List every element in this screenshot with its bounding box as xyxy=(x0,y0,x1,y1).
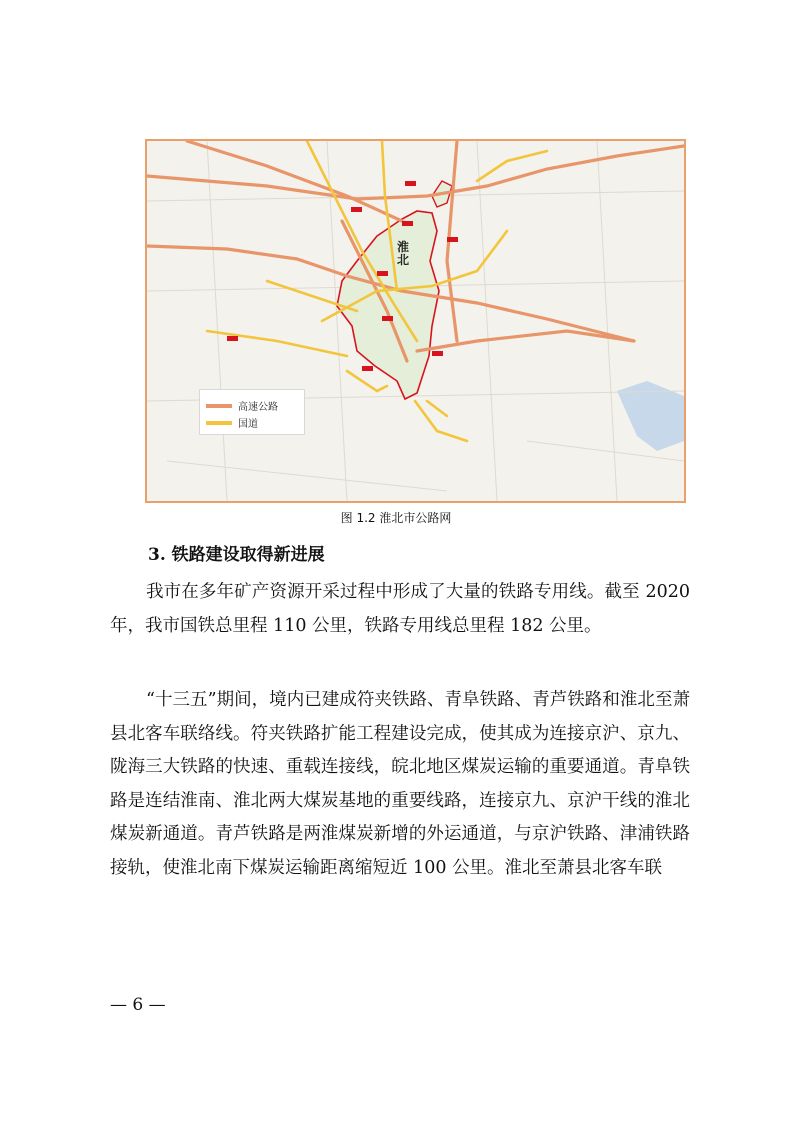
section-heading: 3. 铁路建设取得新进展 xyxy=(148,545,325,565)
map-graphic xyxy=(147,141,684,501)
highway-network-map xyxy=(145,139,686,503)
paragraph: “十三五”期间，境内已建成符夹铁路、青阜铁路、青芦铁路和淮北至萧县北客车联络线。符夹铁路扩能工程建设完成，使其成为连接京沪、京九、陇海三大铁路的快速、重载连接线，皖北地区煤炭运输的重要通道。青阜铁路是连结淮南、淮北两大煤炭基地的重要线路，连接京九、京沪干线的淮北煤炭新通道。青芦铁路是两淮煤炭新增的外运通道，与京沪铁路、津浦铁路接轨，使淮北南下煤炭运输距离缩短近 100 公里。淮北至萧县北客车联 xyxy=(110,690,690,878)
legend-item-national-road xyxy=(206,415,258,430)
city-label: 淮北 xyxy=(397,240,410,267)
legend-label: 国道 xyxy=(238,419,258,430)
expressway-swatch xyxy=(206,404,232,408)
national-road-swatch xyxy=(206,421,232,425)
paragraph: 我市在多年矿产资源开采过程中形成了大量的铁路专用线。截至 2020 年，我市国铁总里程 110 公里，铁路专用线总里程 182 公里。 xyxy=(110,582,690,636)
figure-caption: 图 1.2 淮北市公路网 xyxy=(340,511,452,525)
legend-label: 高速公路 xyxy=(238,402,278,413)
legend-item-expressway xyxy=(206,398,278,413)
page-number: — 6 — xyxy=(110,995,166,1015)
map-legend xyxy=(199,389,305,435)
